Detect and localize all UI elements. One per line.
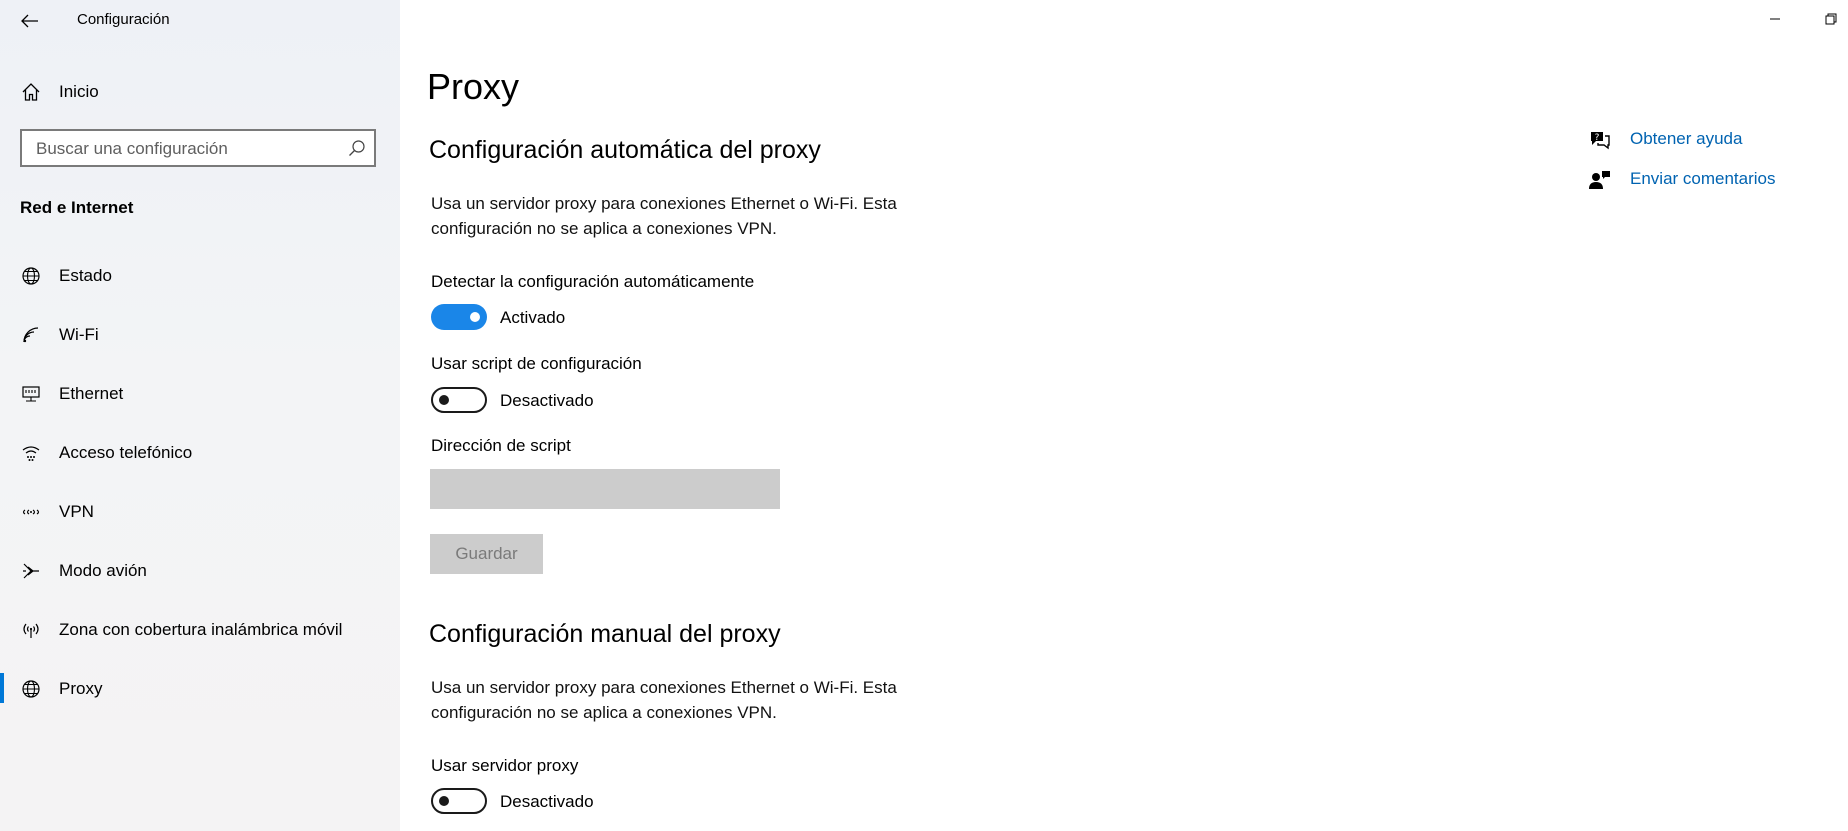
sidebar-item-estado[interactable]	[0, 254, 400, 298]
selected-indicator	[0, 673, 4, 703]
sidebar-item-label: Zona con cobertura inalámbrica móvil	[59, 620, 343, 639]
search-icon[interactable]	[348, 139, 366, 157]
title-bar	[0, 0, 400, 42]
content-pane	[400, 0, 1848, 831]
use-proxy-server-toggle[interactable]	[431, 788, 487, 814]
back-arrow-icon	[21, 14, 39, 28]
sidebar-item-label: Ethernet	[59, 384, 124, 403]
use-proxy-server-label: Usar servidor proxy	[431, 756, 579, 775]
sidebar-item-label: Proxy	[59, 679, 103, 698]
dialup-icon	[20, 442, 42, 464]
toggle-knob	[439, 796, 449, 806]
detect-settings-toggle[interactable]	[431, 304, 487, 330]
sidebar-item-airplane-mode[interactable]	[0, 549, 400, 593]
sidebar-item-vpn[interactable]	[0, 490, 400, 534]
toggle-knob	[439, 395, 449, 405]
page-title: Proxy	[427, 66, 520, 107]
send-feedback-label: Enviar comentarios	[1630, 169, 1776, 188]
restore-button[interactable]	[1820, 8, 1842, 30]
section-label: Red e Internet	[20, 198, 134, 217]
sidebar-item-wifi[interactable]	[0, 313, 400, 357]
sidebar-item-mobile-hotspot[interactable]	[0, 608, 400, 652]
hotspot-icon	[20, 619, 42, 641]
use-proxy-server-state: Desactivado	[500, 792, 594, 811]
manual-proxy-description: Usa un servidor proxy para conexiones Ethernet o Wi-Fi. Esta configuración no se aplica a conexiones VPN.	[431, 678, 897, 722]
auto-proxy-heading: Configuración automática del proxy	[429, 136, 821, 164]
toggle-knob	[470, 312, 480, 322]
app-title: Configuración	[77, 11, 170, 28]
sidebar-item-label: Estado	[59, 266, 112, 285]
script-address-input[interactable]	[430, 469, 780, 509]
detect-settings-state: Activado	[500, 308, 566, 327]
detect-settings-label: Detectar la configuración automáticamente	[431, 272, 755, 291]
sidebar-item-label: Modo avión	[59, 561, 147, 580]
globe-status-icon	[20, 265, 42, 287]
globe-icon	[20, 678, 42, 700]
help-chat-icon	[1588, 128, 1612, 152]
minimize-button[interactable]	[1764, 8, 1786, 30]
wifi-icon	[20, 324, 42, 346]
use-script-label: Usar script de configuración	[431, 354, 642, 373]
get-help-label: Obtener ayuda	[1630, 129, 1743, 148]
use-script-toggle[interactable]	[431, 387, 487, 413]
search-box	[20, 129, 376, 167]
sidebar-item-ethernet[interactable]	[0, 372, 400, 416]
script-address-label: Dirección de script	[431, 436, 571, 455]
save-button[interactable]: Guardar	[430, 534, 543, 574]
svg-text:?: ?	[1594, 133, 1600, 143]
nav-home[interactable]	[0, 72, 400, 112]
get-help-link[interactable]	[1588, 126, 1848, 154]
use-script-state: Desactivado	[500, 391, 594, 410]
send-feedback-link[interactable]	[1588, 166, 1848, 194]
home-icon	[20, 81, 42, 103]
ethernet-icon	[20, 383, 42, 405]
nav-home-label: Inicio	[59, 82, 99, 101]
airplane-icon	[20, 560, 42, 582]
sidebar-item-label: Acceso telefónico	[59, 443, 193, 462]
sidebar-item-label: Wi-Fi	[59, 325, 99, 344]
search-input[interactable]	[34, 131, 338, 167]
manual-proxy-heading: Configuración manual del proxy	[429, 620, 781, 648]
minimize-icon	[1769, 13, 1781, 25]
vpn-icon	[20, 501, 42, 523]
navigation-pane	[0, 0, 400, 831]
back-button[interactable]	[14, 6, 46, 36]
sidebar-item-proxy[interactable]	[0, 667, 400, 711]
restore-icon	[1825, 13, 1837, 25]
feedback-icon	[1588, 168, 1612, 192]
sidebar-item-dialup[interactable]	[0, 431, 400, 475]
sidebar-item-label: VPN	[59, 502, 94, 521]
auto-proxy-description: Usa un servidor proxy para conexiones Ethernet o Wi-Fi. Esta configuración no se aplica a conexiones VPN.	[431, 194, 897, 238]
